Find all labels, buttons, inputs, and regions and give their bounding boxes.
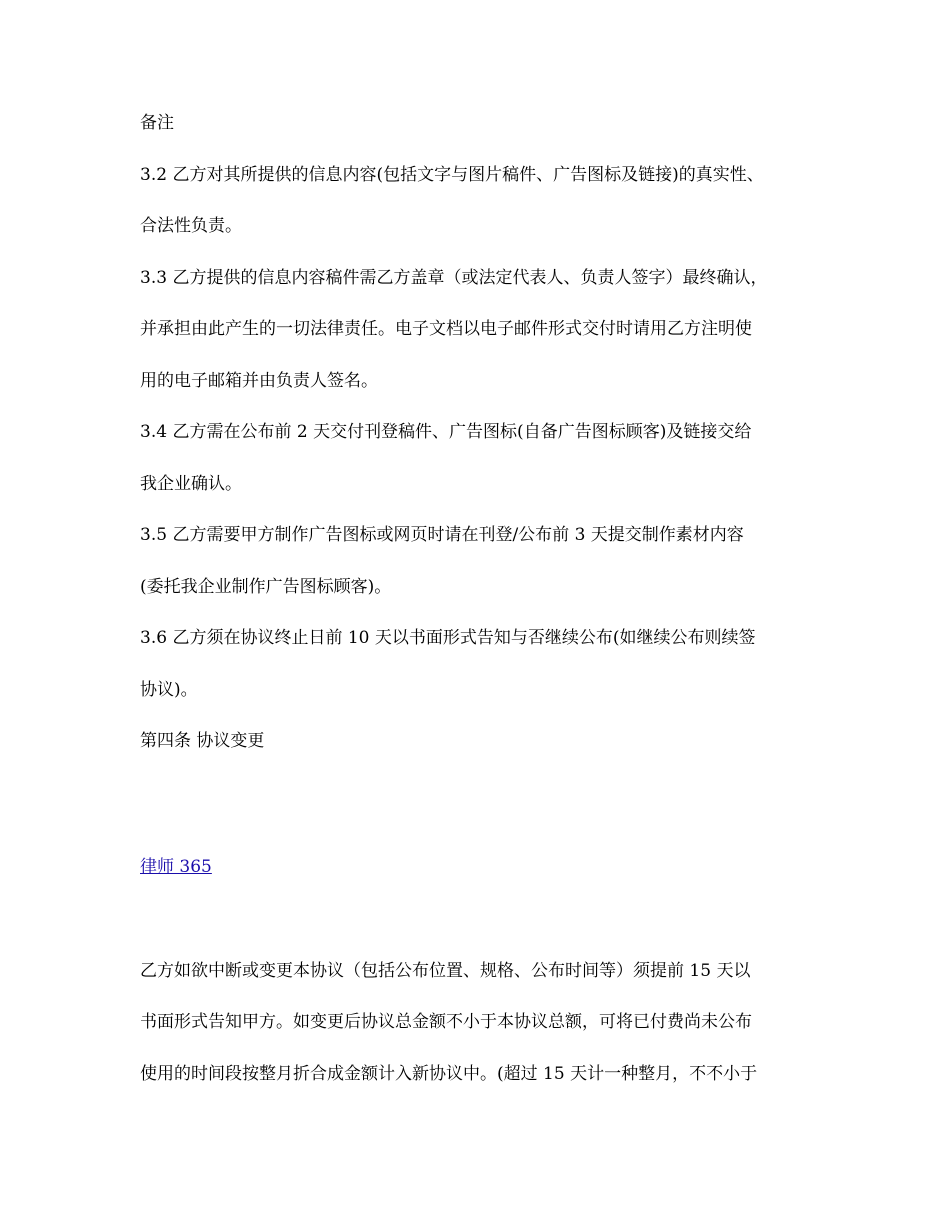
paragraph-line: 协议)。 <box>140 680 198 700</box>
section-heading: 第四条 协议变更 <box>140 731 265 751</box>
paragraph-line: (委托我企业制作广告图标顾客)。 <box>140 577 392 597</box>
paragraph-line: 3.3 乙方提供的信息内容稿件需乙方盖章（或法定代表人、负责人签字）最终确认， <box>140 268 768 288</box>
paragraph-line: 合法性负责。 <box>140 216 242 236</box>
paragraph-line: 用的电子邮箱并由负责人签名。 <box>140 371 378 391</box>
paragraph-line: 书面形式告知甲方。如变更后协议总金额不小于本协议总额，可将已付费尚未公布 <box>140 1012 752 1032</box>
paragraph-line: 乙方如欲中断或变更本协议（包括公布位置、规格、公布时间等）须提前 15 天以 <box>140 961 751 981</box>
paragraph-line: 我企业确认。 <box>140 474 242 494</box>
paragraph-line: 3.2 乙方对其所提供的信息内容(包括文字与图片稿件、广告图标及链接)的真实性、 <box>140 165 764 185</box>
paragraph-line: 并承担由此产生的一切法律责任。电子文档以电子邮件形式交付时请用乙方注明使 <box>140 319 752 339</box>
lawyer365-link[interactable]: 律师 365 <box>140 857 212 877</box>
heading-remarks: 备注 <box>140 113 174 133</box>
paragraph-line: 3.5 乙方需要甲方制作广告图标或网页时请在刊登/公布前 3 天提交制作素材内容 <box>140 525 744 545</box>
paragraph-line: 使用的时间段按整月折合成金额计入新协议中。(超过 15 天计一种整月，不不小于 <box>140 1064 758 1084</box>
paragraph-line: 3.6 乙方须在协议终止日前 10 天以书面形式告知与否继续公布(如继续公布则续签 <box>140 628 756 648</box>
paragraph-line: 3.4 乙方需在公布前 2 天交付刊登稿件、广告图标(自备广告图标顾客)及链接交给 <box>140 422 752 442</box>
